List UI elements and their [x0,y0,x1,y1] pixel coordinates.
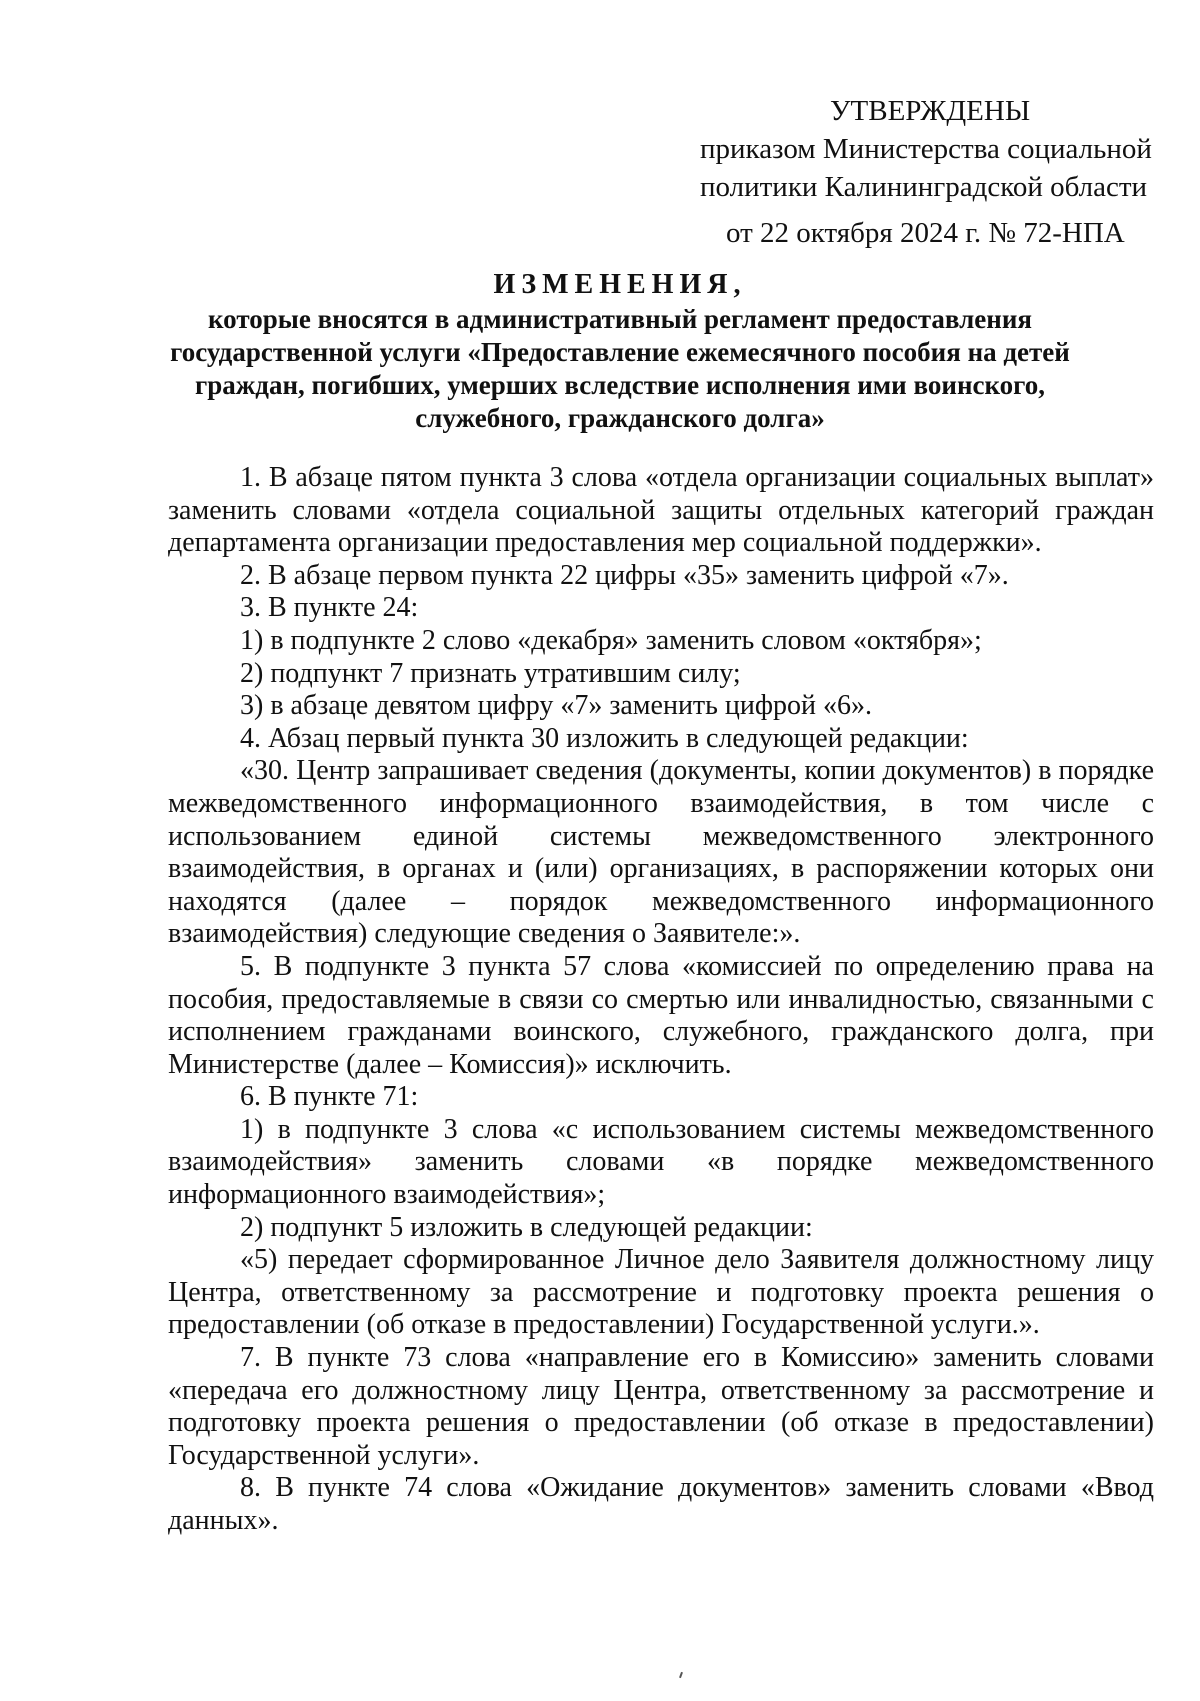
approval-line-2: политики Калининградской области [700,171,1148,203]
paragraph-3-1: 1) в подпункте 2 слово «декабря» заменить словом «октября»; [240,624,982,656]
approval-block [700,92,1170,252]
document-body [168,462,1154,1538]
paragraph-3: 3. В пункте 24: [240,592,419,624]
paragraph-3-3: 3) в абзаце девятом цифру «7» заменить цифрой «6». [240,690,873,722]
approval-line-1: приказом Министерства социальной [700,133,1152,165]
paragraph-6: 6. В пункте 71: [240,1081,419,1113]
document-subtitle: которые вносятся в административный регламент предоставления государственной услуги «Предоставление ежемесячного пособия на детей граждан, погибших, умерших вследствие исполнения ими воинского, служебного, гражданского долга» [170,304,1070,433]
paragraph-6-2: 2) подпункт 5 изложить в следующей редакции: [240,1211,813,1243]
paragraph-5: 5. В подпункте 3 пункта 57 слова «комиссией по определению права на пособия, предоставляемые в связи со смертью или инвалидностью, связанными с исполнением гражданами воинского, служебного, гражданского долга, при Министерстве (далее – Комиссия)» исключить. [168,950,1154,1080]
approval-title: УТВЕРЖДЕНЫ [830,95,1031,127]
paragraph-8: 8. В пункте 74 слова «Ожидание документов» заменить словами «Ввод данных». [168,1472,1154,1536]
paragraph-4-quote: «30. Центр запрашивает сведения (документы, копии документов) в порядке межведомственного информационного взаимодействия, в том числе с использованием единой системы межведомственного электронного взаимодействия, в органах и (или) организациях, в распоряжении которых они находятся (далее – порядок межведомственного информационного взаимодействия) следующие сведения о Заявителе:». [168,755,1154,950]
paragraph-4: 4. Абзац первый пункта 30 изложить в следующей редакции: [240,722,969,754]
approval-date: от 22 октября 2024 г. № 72-НПА [726,217,1125,249]
document-title: ИЗМЕНЕНИЯ, [493,269,747,300]
paragraph-2: 2. В абзаце первом пункта 22 цифры «35» заменить цифрой «7». [240,559,1009,591]
paragraph-7: 7. В пункте 73 слова «направление его в Комиссию» заменить словами «передача его должностному лицу Центра, ответственному за рассмотрение и подготовку проекта решения о предоставлении (об отказе в предоставлении) Государственной услуги». [168,1342,1154,1471]
scan-mark [679,1672,683,1678]
paragraph-1: 1. В абзаце пятом пункта 3 слова «отдела организации социальных выплат» заменить словами «отдела социальной защиты отдельных категорий граждан департамента организации предоставления мер социальной поддержки». [168,462,1154,559]
paragraph-6-2-quote: «5) передает сформированное Личное дело Заявителя должностному лицу Центра, ответственному за рассмотрение и подготовку проекта решения о предоставлении (об отказе в предоставлении) Государственной услуги.». [168,1244,1154,1341]
paragraph-6-1: 1) в подпункте 3 слова «с использованием системы межведомственного взаимодействия» заменить словами «в порядке межведомственного информационного взаимодействия»; [168,1113,1154,1211]
paragraph-3-2: 2) подпункт 7 признать утратившим силу; [240,657,741,689]
document-heading [160,268,1080,435]
